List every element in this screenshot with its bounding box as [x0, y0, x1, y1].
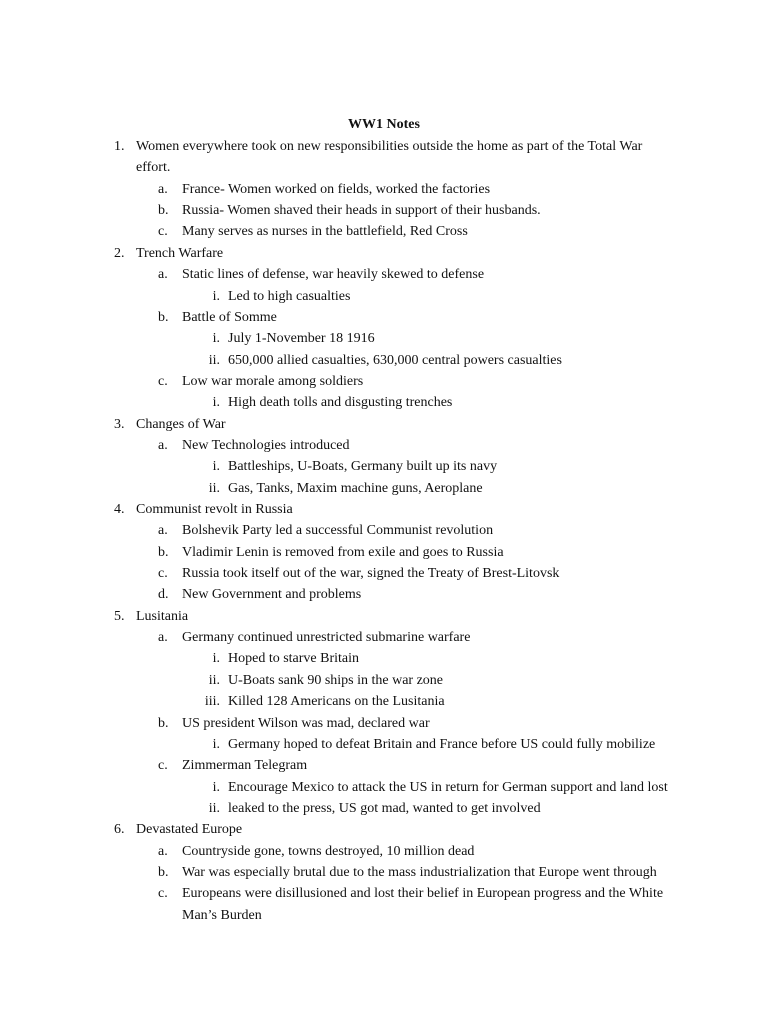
list-marker: b.: [158, 715, 169, 731]
list-item-text: Killed 128 Americans on the Lusitania: [228, 694, 445, 710]
list-marker: c.: [158, 224, 168, 240]
list-item-text: Bolshevik Party led a successful Communist revolution: [182, 523, 494, 539]
list-item-text: Many serves as nurses in the battlefield, Red Cross: [182, 224, 468, 240]
list-item-text: Static lines of defense, war heavily skewed to defense: [182, 267, 485, 283]
list-marker: a.: [158, 523, 168, 539]
list-item-text: Germany hoped to defeat Britain and France before US could fully mobilize: [228, 736, 656, 752]
list-item-text: Europeans were disillusioned and lost their belief in European progress and the White: [182, 886, 664, 902]
list-marker: c.: [158, 373, 168, 389]
list-item-text: Lusitania: [136, 608, 189, 624]
list-item-text: Encourage Mexico to attack the US in return for German support and land lost: [228, 779, 668, 795]
list-item-text: Vladimir Lenin is removed from exile and goes to Russia: [182, 544, 504, 560]
list-marker: b.: [158, 864, 169, 880]
list-item-text: Man’s Burden: [182, 907, 262, 923]
list-item-text: 650,000 allied casualties, 630,000 central powers casualties: [228, 352, 562, 368]
list-marker: i.: [212, 288, 220, 304]
list-item-text: High death tolls and disgusting trenches: [228, 395, 453, 411]
list-item-text: effort.: [136, 160, 171, 176]
list-marker: 2.: [114, 245, 125, 261]
list-marker: i.: [212, 651, 220, 667]
list-item-text: Devastated Europe: [136, 822, 243, 838]
list-marker: b.: [158, 544, 169, 560]
list-item-text: leaked to the press, US got mad, wanted to get involved: [228, 800, 541, 816]
list-item-text: July 1-November 18 1916: [228, 331, 375, 347]
list-marker: i.: [212, 459, 220, 475]
list-marker: 5.: [114, 608, 125, 624]
list-item-text: France- Women worked on fields, worked the factories: [182, 181, 491, 197]
list-marker: i.: [212, 779, 220, 795]
list-marker: a.: [158, 437, 168, 453]
list-item-text: Communist revolt in Russia: [136, 502, 293, 517]
list-item-text: Low war morale among soldiers: [182, 373, 364, 389]
list-item-text: Led to high casualties: [228, 288, 351, 304]
list-item-text: Trench Warfare: [136, 245, 224, 261]
list-marker: 1.: [114, 139, 125, 154]
list-item-text: Russia took itself out of the war, signed the Treaty of Brest-Litovsk: [182, 566, 560, 581]
list-marker: c.: [158, 886, 168, 902]
list-marker: i.: [212, 736, 220, 752]
list-item-text: Women everywhere took on new responsibilities outside the home as part of the Total War: [136, 139, 643, 154]
list-item-text: Gas, Tanks, Maxim machine guns, Aeroplane: [228, 480, 483, 496]
list-item-text: Battle of Somme: [182, 309, 277, 325]
list-marker: 4.: [114, 502, 125, 517]
list-marker: ii.: [208, 480, 220, 496]
document-title: WW1 Notes: [348, 117, 420, 132]
list-marker: 6.: [114, 822, 125, 838]
list-item-text: Russia- Women shaved their heads in support of their husbands.: [182, 203, 541, 219]
list-marker: ii.: [208, 800, 220, 816]
list-item-text: Battleships, U-Boats, Germany built up its navy: [228, 459, 498, 475]
list-marker: ii.: [208, 672, 220, 688]
list-item-text: Countryside gone, towns destroyed, 10 million dead: [182, 843, 475, 859]
list-item-text: US president Wilson was mad, declared war: [182, 715, 430, 731]
list-item-text: Changes of War: [136, 416, 226, 432]
list-item-text: New Technologies introduced: [182, 437, 350, 453]
list-marker: i.: [212, 331, 220, 347]
list-item-text: Germany continued unrestricted submarine warfare: [182, 630, 471, 645]
list-marker: 3.: [114, 416, 125, 432]
list-item-text: War was especially brutal due to the mass industrialization that Europe went through: [182, 864, 657, 880]
list-marker: d.: [158, 587, 169, 603]
list-item-text: U-Boats sank 90 ships in the war zone: [228, 672, 444, 688]
list-marker: a.: [158, 267, 168, 283]
list-marker: ii.: [208, 352, 220, 368]
list-marker: a.: [158, 843, 168, 859]
list-marker: c.: [158, 758, 168, 774]
list-marker: b.: [158, 203, 169, 219]
list-item-text: Hoped to starve Britain: [228, 651, 360, 667]
list-marker: iii.: [204, 694, 220, 710]
list-item-text: New Government and problems: [182, 587, 362, 603]
list-item-text: Zimmerman Telegram: [182, 758, 308, 774]
list-marker: i.: [212, 395, 220, 411]
list-marker: b.: [158, 309, 169, 325]
list-marker: a.: [158, 630, 168, 645]
list-marker: a.: [158, 181, 168, 197]
list-marker: c.: [158, 566, 168, 581]
